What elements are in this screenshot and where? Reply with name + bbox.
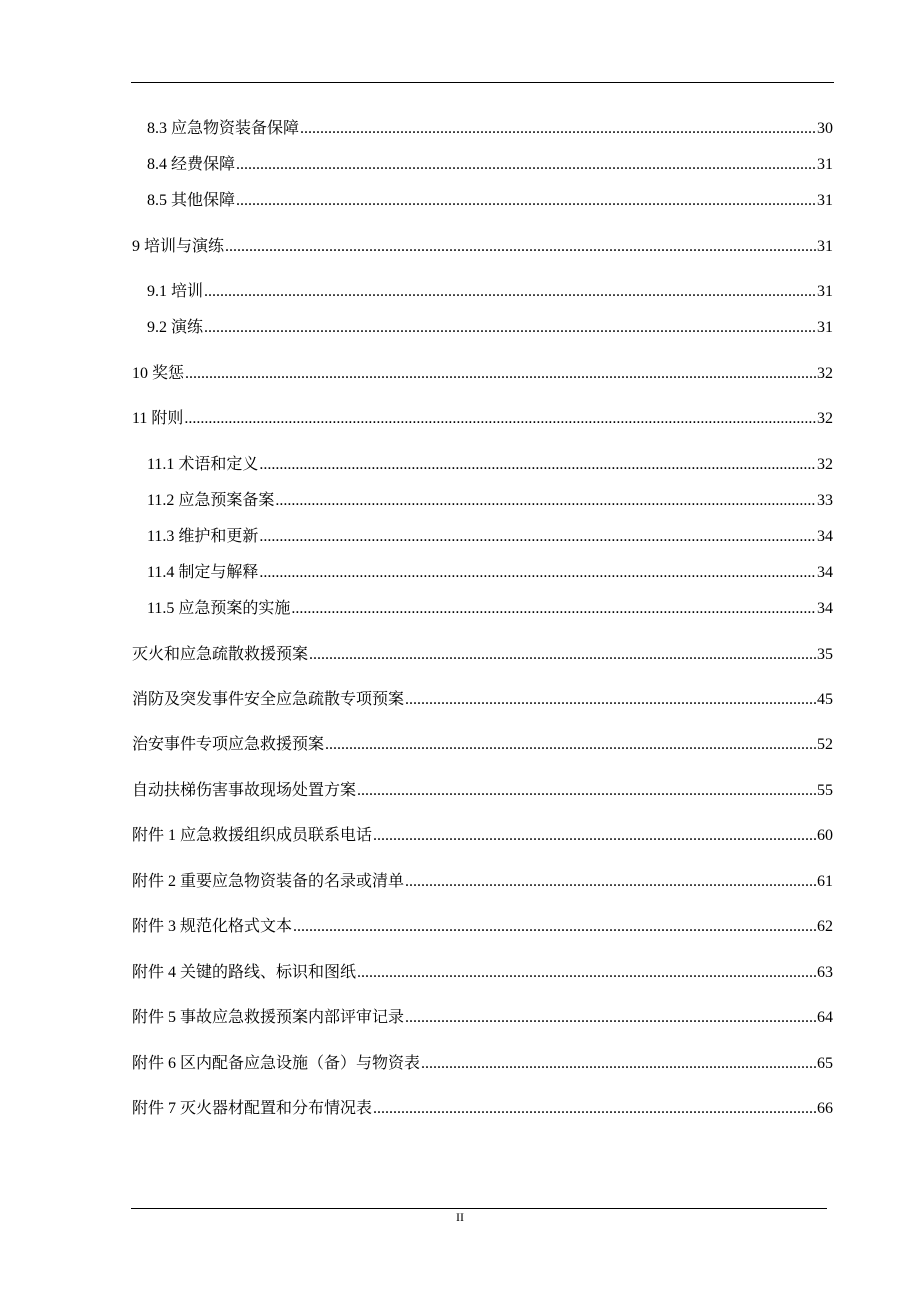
dot-leader [405,1007,816,1029]
toc-entry[interactable] [147,490,833,512]
toc-entry-title: 11.4 制定与解释 [147,564,259,581]
toc-entry-title: 11.3 维护和更新 [147,528,259,545]
dot-leader [184,408,816,430]
toc-entry[interactable] [132,1053,833,1075]
toc-entry-page: 45 [817,691,833,708]
dot-leader [293,916,816,938]
toc-entry[interactable] [147,190,833,212]
toc-entry[interactable] [132,962,833,984]
toc-entry-page: 34 [817,528,833,545]
toc-entry-page: 32 [817,365,833,382]
toc-entry-page: 60 [817,827,833,844]
toc-entry-title: 附件 7 灭火器材配置和分布情况表 [132,1100,373,1117]
dot-leader [291,598,816,620]
dot-leader [259,526,816,548]
dot-leader [225,236,816,258]
toc-entry[interactable] [132,780,833,802]
toc-entry-page: 66 [817,1100,833,1117]
toc-entry-title: 10 奖惩 [132,365,185,382]
dot-leader [373,825,816,847]
toc-entry-page: 31 [817,156,833,173]
toc-entry-page: 31 [817,192,833,209]
dot-leader [236,154,816,176]
toc-entry-title: 11.5 应急预案的实施 [147,600,291,617]
toc-entry-title: 9.1 培训 [147,283,204,300]
dot-leader [405,871,816,893]
toc-entry-title: 消防及突发事件安全应急疏散专项预案 [132,691,405,708]
toc-entry-title: 治安事件专项应急救援预案 [132,736,325,753]
dot-leader [236,190,816,212]
dot-leader [300,118,816,140]
toc-entry-title: 11.1 术语和定义 [147,456,259,473]
toc-entry[interactable] [132,871,833,893]
toc-entry[interactable] [147,562,833,584]
dot-leader [357,962,816,984]
toc-entry-page: 63 [817,964,833,981]
dot-leader [259,562,816,584]
toc-entry-title: 8.3 应急物资装备保障 [147,120,300,137]
dot-leader [373,1098,816,1120]
toc-entry[interactable] [132,689,833,711]
toc-entry[interactable] [147,154,833,176]
toc-entry-title: 9 培训与演练 [132,238,225,255]
toc-entry[interactable] [147,317,833,339]
toc-entry-title: 附件 2 重要应急物资装备的名录或清单 [132,873,405,890]
toc-entry[interactable] [147,598,833,620]
toc-entry-page: 34 [817,564,833,581]
toc-entry[interactable] [132,734,833,756]
dot-leader [204,281,816,303]
toc-entry-page: 30 [817,120,833,137]
toc-entry-title: 附件 1 应急救援组织成员联系电话 [132,827,373,844]
toc-entry[interactable] [132,644,833,666]
toc-entry-title: 11 附则 [132,410,184,427]
toc-entry-page: 61 [817,873,833,890]
dot-leader [275,490,816,512]
toc-entry-page: 32 [817,410,833,427]
toc-entry-page: 31 [817,283,833,300]
dot-leader [309,644,816,666]
toc-entry-title: 自动扶梯伤害事故现场处置方案 [132,782,357,799]
dot-leader [325,734,816,756]
dot-leader [421,1053,816,1075]
toc-entry-title: 灭火和应急疏散救援预案 [132,646,309,663]
toc-entry-page: 52 [817,736,833,753]
toc-entry[interactable] [132,408,833,430]
toc-entry-title: 11.2 应急预案备案 [147,492,275,509]
toc-entry[interactable] [147,118,833,140]
toc-entry[interactable] [147,526,833,548]
toc-entry[interactable] [147,281,833,303]
toc-entry-page: 55 [817,782,833,799]
footer-rule [131,1208,827,1209]
dot-leader [185,363,816,385]
toc-entry[interactable] [132,236,833,258]
toc-entry-page: 34 [817,600,833,617]
dot-leader [259,454,816,476]
dot-leader [357,780,816,802]
toc-entry-title: 附件 4 关键的路线、标识和图纸 [132,964,357,981]
toc-entry-page: 65 [817,1055,833,1072]
toc-entry-page: 62 [817,918,833,935]
toc-entry-page: 31 [817,238,833,255]
toc-entry-title: 附件 3 规范化格式文本 [132,918,293,935]
toc-entry-title: 附件 5 事故应急救援预案内部评审记录 [132,1009,405,1026]
toc-entry[interactable] [132,1098,833,1120]
toc-entry[interactable] [132,916,833,938]
toc-entry-title: 8.5 其他保障 [147,192,236,209]
toc-entry[interactable] [132,1007,833,1029]
toc-entry-title: 8.4 经费保障 [147,156,236,173]
dot-leader [204,317,816,339]
toc-entry[interactable] [147,454,833,476]
toc-entry-page: 35 [817,646,833,663]
toc-entry-page: 33 [817,492,833,509]
toc-entry-page: 31 [817,319,833,336]
dot-leader [405,689,816,711]
toc-entry-page: 32 [817,456,833,473]
toc-entry-title: 9.2 演练 [147,319,204,336]
toc-entry[interactable] [132,363,833,385]
toc-entry-page: 64 [817,1009,833,1026]
footer-page-number: II [456,1210,464,1224]
toc-entry[interactable] [132,825,833,847]
toc-entry-title: 附件 6 区内配备应急设施（备）与物资表 [132,1055,421,1072]
